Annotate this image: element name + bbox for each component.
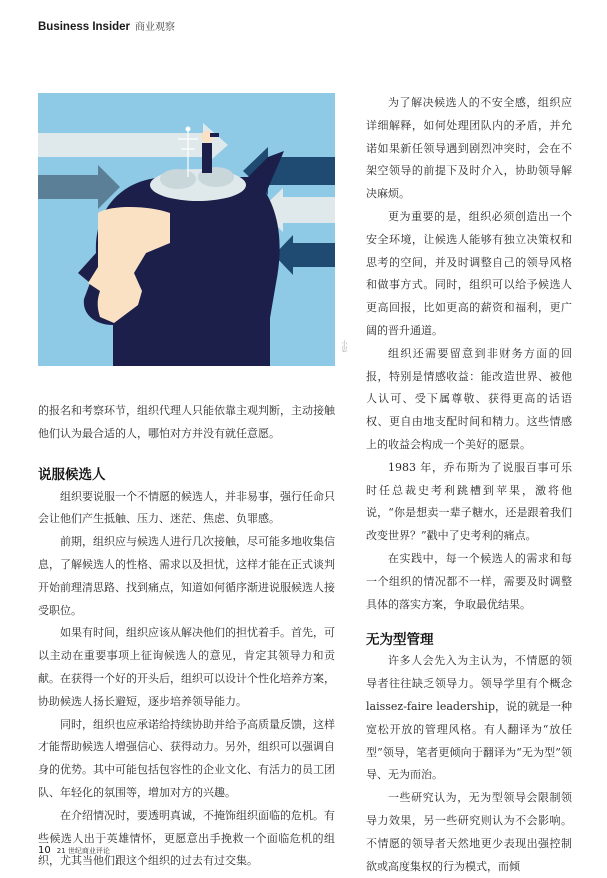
intro-paragraph: 的报名和考察环节，组织代理人只能依靠主观判断，主动接触他们认为最合适的人，哪怕对方并没有就任意愿。 — [38, 404, 335, 440]
page-footer — [38, 845, 110, 856]
journal-name: 21 世纪商业评论 — [56, 847, 110, 855]
magazine-brand: Business Insider — [38, 21, 131, 33]
body-paragraph: 在实践中，每一个候选人的需求和每一个组织的情况都不一样，需要及时调整具体的落实方案，争取最优结果。 — [366, 551, 572, 611]
body-paragraph: 更为重要的是，组织必须创造出一个安全环境，让候选人能够有独立决策权和思考的空间，并及时调整自己的领导风格和做事方式。同时，组织可以给予候选人更高回报，比如更高的薪资和福利，更广阔的晋升通道。 — [366, 209, 572, 337]
section-label: 商业观察 — [135, 22, 176, 33]
body-paragraph: 为了解决候选人的不安全感，组织应详细解释，如何处理团队内的矛盾，并允诺如果新任领导遇到剧烈冲突时，会在不架空领导的前提下及时介入，协助领导解决麻烦。 — [366, 96, 572, 201]
head-illustration-graphic — [38, 93, 335, 366]
heading-laissez-faire: 无为型管理 — [366, 632, 434, 649]
illustration-credit: 小思 — [340, 340, 347, 352]
right-column — [366, 92, 572, 878]
body-paragraph: 如果有时间，组织应该从解决他们的担忧着手。首先，可以主动在重要事项上征询候选人的意见，肯定其领导力和贡献。在获得一个好的开头后，组织可以设计个性化培养方案，协助候选人扬长避短，逐步培养领导能力。 — [38, 626, 335, 708]
body-paragraph: 在介绍情况时，要透明真诚，不掩饰组织面临的危机。有些候选人出于英雄情怀，更愿意出手挽救一个面临危机的组织，尤其当他们跟这个组织的过去有过交集。 — [38, 808, 335, 868]
man-figure — [202, 143, 212, 173]
heading-persuade-candidate: 说服候选人 — [38, 466, 106, 483]
left-column — [38, 400, 335, 873]
body-paragraph: 一些研究认为，无为型领导会限制领导力效果，另一些研究则认为不会影响。不情愿的领导者天然地更少表现出强控制欲或高度集权的行为模式，而倾 — [366, 791, 572, 873]
page-header — [38, 18, 175, 34]
body-paragraph: 前期，组织应与候选人进行几次接触，尽可能多地收集信息，了解候选人的性格、需求以及担忧，这样才能在正式谈判开始前理清思路、找到痛点，知道如何循序渐进说服候选人接受职位。 — [38, 535, 335, 617]
body-paragraph: 许多人会先入为主认为，不情愿的领导者往往缺乏领导力。领导学里有个概念 laissez-faire leadership，说的就是一种宽松开放的管理风格。有人翻译为“放任型”领导，笔者更倾向于翻译为“无为型”领导、无为而治。 — [366, 654, 573, 782]
body-paragraph: 组织要说服一个不情愿的候选人，并非易事，强行任命只会让他们产生抵触、压力、迷茫、焦虑、负罪感。 — [38, 489, 335, 526]
body-paragraph: 组织还需要留意到非财务方面的回报，特别是情感收益：能改造世界、被他人认可、受下属尊敬、获得更高的话语权、更自由地支配时间和精力。这些情感上的收益会构成一个美好的愿景。 — [366, 346, 572, 451]
page-number: 10 — [38, 845, 51, 856]
body-paragraph: 同时，组织也应承诺给持续协助并给予高质量反馈，这样才能帮助候选人增强信心、获得动力。另外，组织可以强调自身的优势。其中可能包括包容性的企业文化、有活力的员工团队、年轻化的氛围等，增加对方的兴趣。 — [38, 717, 335, 799]
article-illustration — [38, 93, 335, 366]
body-paragraph: 1983 年，乔布斯为了说服百事可乐时任总裁史考利跳槽到苹果，激将他说，“你是想卖一辈子糖水，还是跟着我们改变世界？”戳中了史考利的痛点。 — [366, 460, 572, 543]
